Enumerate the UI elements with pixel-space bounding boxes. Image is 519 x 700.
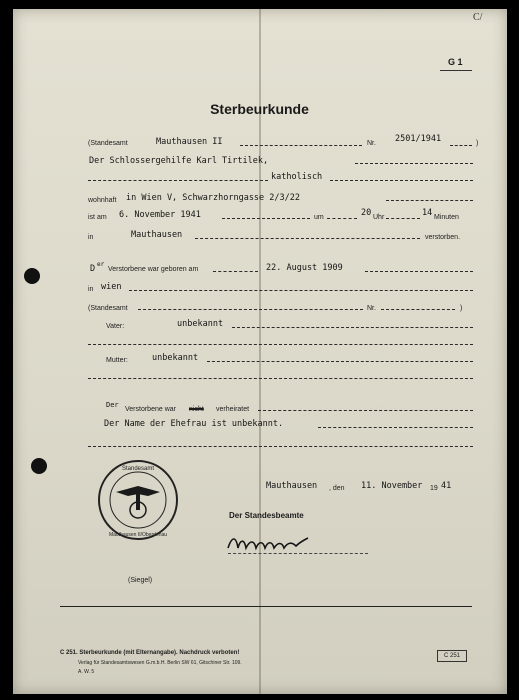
fill-line (386, 200, 473, 201)
marital-label: Verstorbene war (125, 406, 176, 413)
fill-line (240, 145, 362, 146)
bottom-rule (60, 606, 472, 607)
death-place: Mauthausen (131, 230, 183, 240)
fill-line (232, 327, 473, 328)
fill-line (258, 410, 473, 411)
footer-code: A. W. 5 (78, 669, 95, 675)
uhr-label: Uhr (373, 214, 385, 221)
signature-line (228, 553, 368, 554)
fill-line (318, 427, 473, 428)
fill-line (327, 218, 357, 219)
corner-mark: C/ (473, 12, 483, 23)
form-code-underline (440, 70, 472, 71)
register-number: 2501/1941 (395, 134, 442, 144)
issue-place: Mauthausen (266, 481, 318, 491)
closing-paren: ) (476, 140, 479, 147)
fill-line (195, 238, 420, 239)
birth-place: wien (101, 282, 122, 292)
birth-nr-label: Nr. (367, 305, 376, 312)
birth-date: 22. August 1909 (266, 263, 343, 273)
minuten-label: Minuten (434, 214, 459, 221)
issue-date: 11. November (361, 481, 423, 491)
fill-line (330, 180, 473, 181)
nr-label: Nr. (367, 140, 376, 147)
fill-line (365, 271, 473, 272)
deceased-name: Der Schlossergehilfe Karl Tirtilek, (89, 156, 269, 166)
fill-line (138, 309, 363, 310)
fill-line (207, 361, 473, 362)
status-label: verheiratet (216, 406, 250, 413)
mutter-label: Mutter: (106, 357, 128, 364)
fill-line (355, 163, 473, 164)
seal-text-bottom: Mauthausen II/Oberdonau (108, 532, 168, 538)
birth-in-label: in (88, 286, 94, 293)
father-value: unbekannt (177, 319, 224, 329)
form-box-label: C 251 (437, 650, 467, 662)
fill-line (213, 271, 258, 272)
typed-prefix: D (90, 264, 96, 274)
death-date: 6. November 1941 (119, 210, 201, 220)
ist-am-label: ist am (88, 214, 107, 221)
vater-label: Vater: (106, 323, 125, 330)
in-label: in (88, 234, 94, 241)
punch-hole (24, 268, 40, 284)
document-title: Sterbeurkunde (210, 101, 309, 117)
struck-nicht: nicht (189, 406, 204, 413)
official-seal (96, 458, 180, 542)
official-title: Der Standesbeamte (229, 511, 304, 520)
standesamt-value: Mauthausen II (156, 137, 223, 147)
birth-label: Verstorbene war geboren am (108, 266, 199, 273)
fill-line (450, 145, 472, 146)
publisher-line: Verlag für Standesamtswesen G.m.b.H. Berlin SW 61, Gitschiner Str. 109. (78, 660, 242, 666)
fill-line (381, 309, 455, 310)
verstorben-label: verstorben. (425, 234, 461, 241)
closing-paren: ) (460, 305, 463, 312)
punch-hole (31, 458, 47, 474)
form-title: C 251. Sterbeurkunde (mit Elternangabe). Nachdruck verboten! (60, 650, 240, 656)
year-printed: 19 (430, 485, 438, 492)
fill-line (88, 344, 473, 345)
form-code: G 1 (448, 57, 463, 67)
fill-line (88, 446, 473, 447)
wohnhaft-label: wohnhaft (88, 197, 117, 204)
year-typed: 41 (441, 481, 452, 491)
mother-value: unbekannt (152, 353, 199, 363)
fill-line (88, 180, 268, 181)
typed-prefix: Der (106, 401, 119, 409)
den-label: , den (329, 485, 345, 492)
address-value: in Wien V, Schwarzhorngasse 2/3/22 (126, 193, 300, 203)
spouse-line: Der Name der Ehefrau ist unbekannt. (104, 419, 284, 429)
fill-line (88, 378, 473, 379)
fill-line (129, 290, 473, 291)
death-hour: 20 (361, 208, 372, 218)
typed-prefix-suffix: er (97, 261, 105, 268)
religion-value: katholisch (271, 172, 323, 182)
birth-standesamt-label: (Standesamt (88, 305, 128, 312)
standesamt-label: (Standesamt (88, 140, 128, 147)
seal-text-top: Standesamt (121, 466, 155, 472)
death-minute: 14 (422, 208, 433, 218)
siegel-label: (Siegel) (128, 577, 153, 584)
fill-line (222, 218, 310, 219)
um-label: um (314, 214, 324, 221)
fill-line (386, 218, 420, 219)
